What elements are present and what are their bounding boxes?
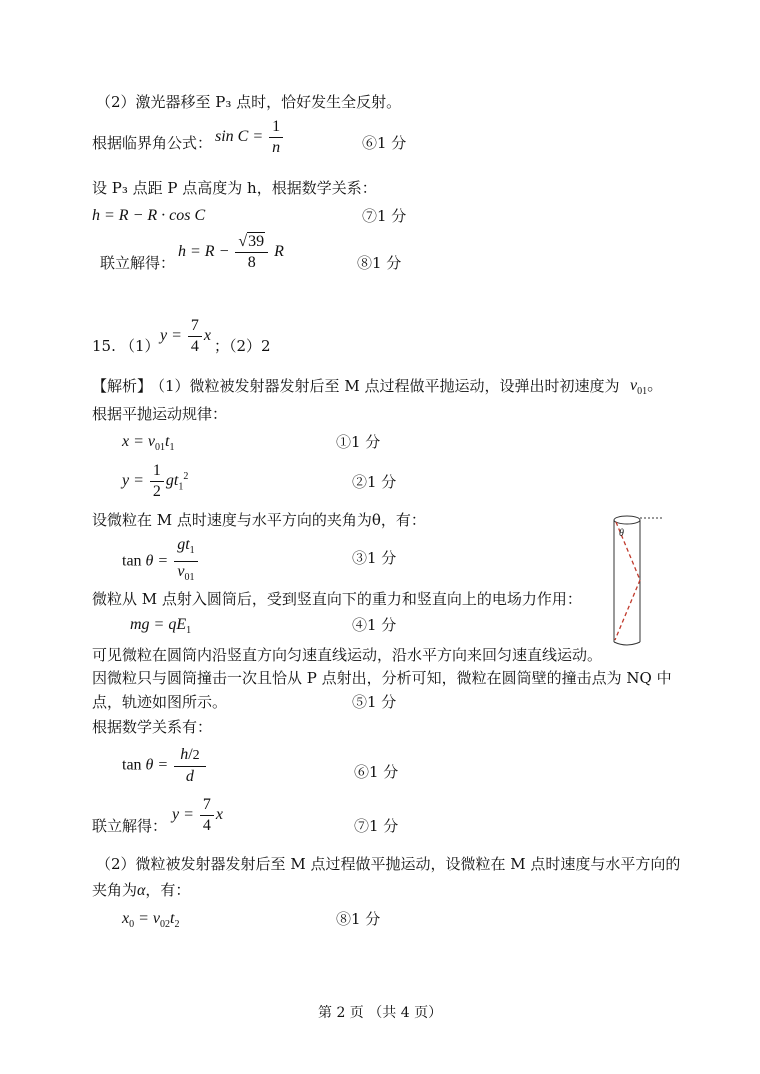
formula-tan-theta: tan θ = $\frac{gt_1}{v_{01}}$: [122, 535, 200, 588]
collide-text-2: 点，轨迹如图所示。: [92, 693, 228, 711]
score-7: ⑦1 分: [362, 207, 407, 225]
collide-text-1: 因微粒只与圆筒撞击一次且恰从 P 点射出，分析可知，微粒在圆筒壁的撞击点为 NQ 中: [92, 669, 672, 687]
formula-mg-qE1: mg = $qE_1$: [130, 616, 192, 637]
score-6: ⑥1 分: [362, 134, 407, 152]
score-1: ①1 分: [336, 433, 381, 451]
height-setup-text: 设 P₃ 点距 P 点高度为 h，根据数学关系：: [92, 179, 377, 197]
analysis-tag: 【解析】: [92, 377, 153, 395]
q15-part1-label: （1）: [120, 337, 160, 355]
part2-text-2: [92, 880, 190, 901]
formula-y-half-gt2: y = $\frac{1}{2}$ $gt_1^2$: [122, 462, 189, 500]
score-8-sec14: ⑧1 分: [357, 254, 402, 272]
rule-label: 根据平抛运动规律：: [92, 405, 228, 423]
score-4: ④1 分: [352, 616, 397, 634]
line-part2-laser: （2）激光器移至 P₃ 点时，恰好发生全反射。: [96, 93, 402, 111]
q15-part2-answer: ；（2）2: [214, 337, 271, 355]
analysis-text: （1）微粒被发射器发射后至 M 点过程做平抛运动，设弹出时初速度为: [150, 377, 620, 395]
formula-y-result: y = $\frac{7}{4}$ x: [172, 796, 224, 834]
formula-x0: $x_0 = v_{02}t_2$: [122, 910, 180, 931]
part2-text-2a: 夹角为: [92, 881, 138, 899]
formula-h-result: h = R − $\frac{√39}{8}$ R: [178, 233, 284, 271]
theta-label: θ: [619, 528, 624, 539]
trajectory-return: [615, 580, 640, 640]
formula-h: h = R − R · cos C: [92, 207, 206, 224]
cylinder-top: [614, 516, 640, 524]
solve-label-14: 联立解得：: [100, 254, 176, 272]
part2-text-1: （2）微粒被发射器发射后至 M 点过程做平抛运动，设微粒在 M 点时速度与水平方向的: [96, 855, 681, 873]
formula-tan-theta-geo: tan θ = $\frac{h/2}{d}$: [122, 745, 208, 787]
score-7-sec15: ⑦1 分: [354, 817, 399, 835]
q15-number: 15.: [92, 337, 116, 355]
score-6-sec15: ⑥1 分: [354, 763, 399, 781]
page-footer: 第 2 页 （共 4 页）: [318, 1005, 443, 1021]
motion-text: 可见微粒在圆筒内沿竖直方向匀速直线运动，沿水平方向来回匀速直线运动。: [92, 646, 603, 664]
score-5: ⑤1 分: [352, 693, 397, 711]
cylinder-trajectory-figure: [600, 508, 670, 648]
angle-text: 设微粒在 M 点时速度与水平方向的夹角为θ，有：: [92, 511, 426, 529]
score-2: ②1 分: [352, 473, 397, 491]
formula-x-v01t1: $x = v_{01}t_1$: [122, 433, 175, 454]
cylinder-bottom: [614, 642, 640, 645]
part2-text-2b: ，有：: [145, 881, 191, 899]
geo-label: 根据数学关系有：: [92, 718, 213, 736]
v01-symbol: $v_{01}$。: [630, 377, 664, 398]
score-3: ③1 分: [352, 549, 397, 567]
enter-text: 微粒从 M 点射入圆筒后，受到竖直向下的重力和竖直向上的电场力作用：: [92, 590, 582, 608]
score-8-sec15: ⑧1 分: [336, 910, 381, 928]
formula-sinC: sin C = $\frac{1}{n}$: [215, 117, 285, 158]
alpha-symbol: α: [137, 882, 146, 899]
q15-answer-formula: y = $\frac{7}{4}$ x: [160, 317, 212, 355]
solve-label-15: 联立解得：: [92, 817, 168, 835]
critical-angle-label: 根据临界角公式：: [92, 134, 213, 152]
